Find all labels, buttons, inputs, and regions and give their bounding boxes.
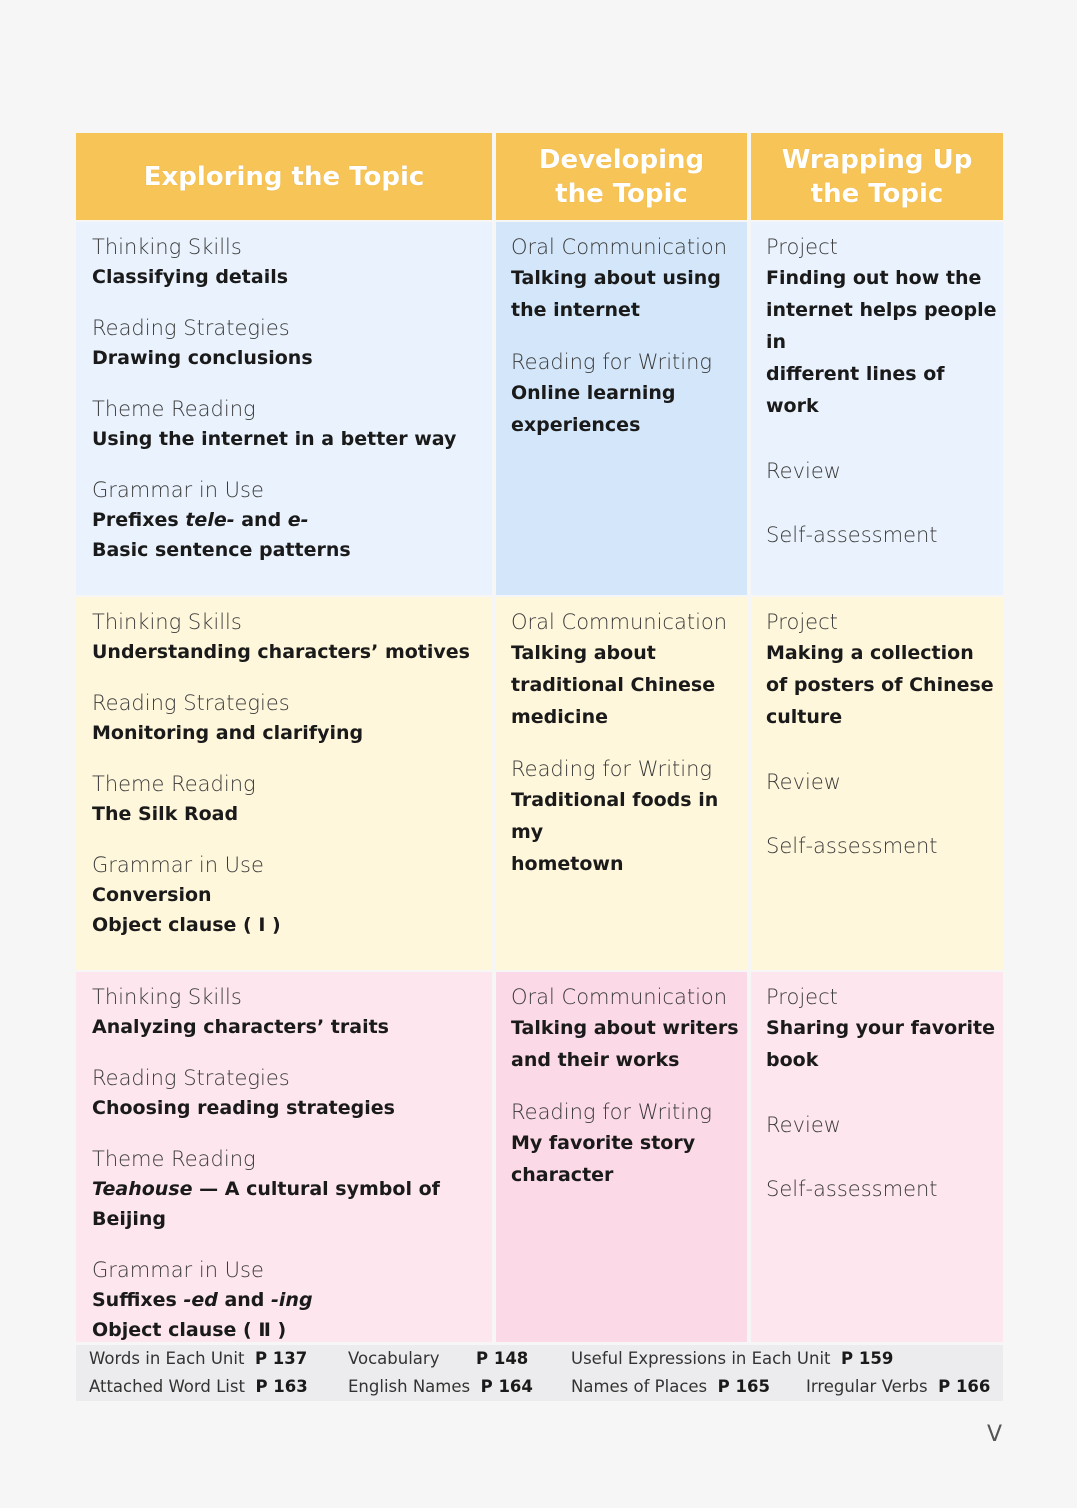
unit3-reading-for-writing[interactable]: Reading for Writing My favorite story character	[511, 1100, 713, 1186]
unit1-reading-strategies[interactable]: Reading Strategies Drawing conclusions	[92, 316, 313, 369]
unit2-review[interactable]: Review	[766, 770, 841, 794]
unit1-reading-for-writing[interactable]: Reading for Writing Online learning experiences	[511, 350, 713, 436]
unit2-grammar[interactable]: Grammar in Use Conversion Object clause ( Ⅰ )	[92, 853, 281, 936]
header-exploring: Exploring the Topic	[76, 133, 492, 220]
appendix-names-of-places[interactable]: Names of Places P 165	[571, 1377, 770, 1396]
unit3-grammar[interactable]: Grammar in Use Suffixes -ed and -ing Object clause ( Ⅱ )	[92, 1255, 492, 1342]
unit2-developing-cell	[496, 597, 747, 970]
appendix-useful-expressions[interactable]: Useful Expressions in Each Unit P 159	[571, 1349, 894, 1368]
unit3-project[interactable]: Project Sharing your favorite book	[766, 985, 995, 1071]
unit2-self-assessment[interactable]: Self-assessment	[766, 834, 938, 858]
appendix-vocabulary-page[interactable]: P 148	[476, 1349, 529, 1368]
appendix-footer	[76, 1345, 1003, 1401]
unit3-oral-communication[interactable]: Oral Communication Talking about writers and their works	[511, 985, 739, 1071]
unit2-oral-communication[interactable]: Oral Communication Talking about traditional Chinese medicine	[511, 610, 728, 728]
unit3-thinking-skills[interactable]: Thinking Skills Analyzing characters’ traits	[92, 985, 389, 1038]
unit1-wrapping-cell	[751, 222, 1003, 595]
unit1-project[interactable]: Project Finding out how the internet helps people in different lines of work	[766, 235, 997, 417]
appendix-attached-word-list[interactable]: Attached Word List P 163	[89, 1377, 308, 1396]
unit3-self-assessment[interactable]: Self-assessment	[766, 1177, 938, 1201]
unit2-thinking-skills[interactable]: Thinking Skills Understanding characters’ motives	[92, 610, 470, 663]
unit1-review[interactable]: Review	[766, 459, 841, 483]
unit3-theme-reading-title: Teahouse — A cultural symbol of Beijing	[92, 1178, 440, 1230]
appendix-english-names[interactable]: English Names P 164	[348, 1377, 533, 1396]
page-number: V	[987, 1422, 1003, 1447]
unit3-developing-cell	[496, 972, 747, 1342]
unit1-exploring-cell	[76, 222, 492, 595]
unit2-wrapping-cell	[751, 597, 1003, 970]
unit2-exploring-cell	[76, 597, 492, 970]
appendix-irregular-verbs[interactable]: Irregular Verbs P 166	[806, 1377, 991, 1396]
unit3-reading-strategies[interactable]: Reading Strategies Choosing reading strategies	[92, 1066, 395, 1119]
unit1-theme-reading[interactable]: Theme Reading Using the internet in a better way	[92, 397, 457, 450]
appendix-words-each-unit[interactable]: Words in Each Unit P 137	[89, 1349, 308, 1368]
unit3-exploring-cell	[76, 972, 492, 1342]
appendix-vocabulary[interactable]: Vocabulary	[348, 1349, 440, 1368]
unit3-review[interactable]: Review	[766, 1113, 841, 1137]
unit2-theme-reading[interactable]: Theme Reading The Silk Road	[92, 772, 256, 825]
unit1-oral-communication[interactable]: Oral Communication Talking about using the internet	[511, 235, 728, 321]
header-wrapping: Wrapping Up the Topic	[751, 133, 1003, 220]
unit1-developing-cell	[496, 222, 747, 595]
unit1-grammar-prefixes: Prefixes tele- and e-	[92, 509, 309, 531]
header-developing: Developing the Topic	[496, 133, 747, 220]
unit3-theme-reading[interactable]: Theme Reading Teahouse — A cultural symbol of Beijing	[92, 1144, 492, 1234]
unit1-thinking-skills[interactable]: Thinking Skills Classifying details	[92, 235, 289, 288]
unit2-project[interactable]: Project Making a collection of posters of Chinese culture	[766, 610, 994, 728]
unit2-reading-strategies[interactable]: Reading Strategies Monitoring and clarifying	[92, 691, 364, 744]
unit1-grammar[interactable]: Grammar in Use Prefixes tele- and e- Basic sentence patterns	[92, 475, 492, 565]
unit1-self-assessment[interactable]: Self-assessment	[766, 523, 938, 547]
unit3-grammar-suffixes: Suffixes -ed and -ing	[92, 1289, 313, 1311]
unit3-wrapping-cell	[751, 972, 1003, 1342]
unit2-reading-for-writing[interactable]: Reading for Writing Traditional foods in my hometown	[511, 757, 719, 875]
